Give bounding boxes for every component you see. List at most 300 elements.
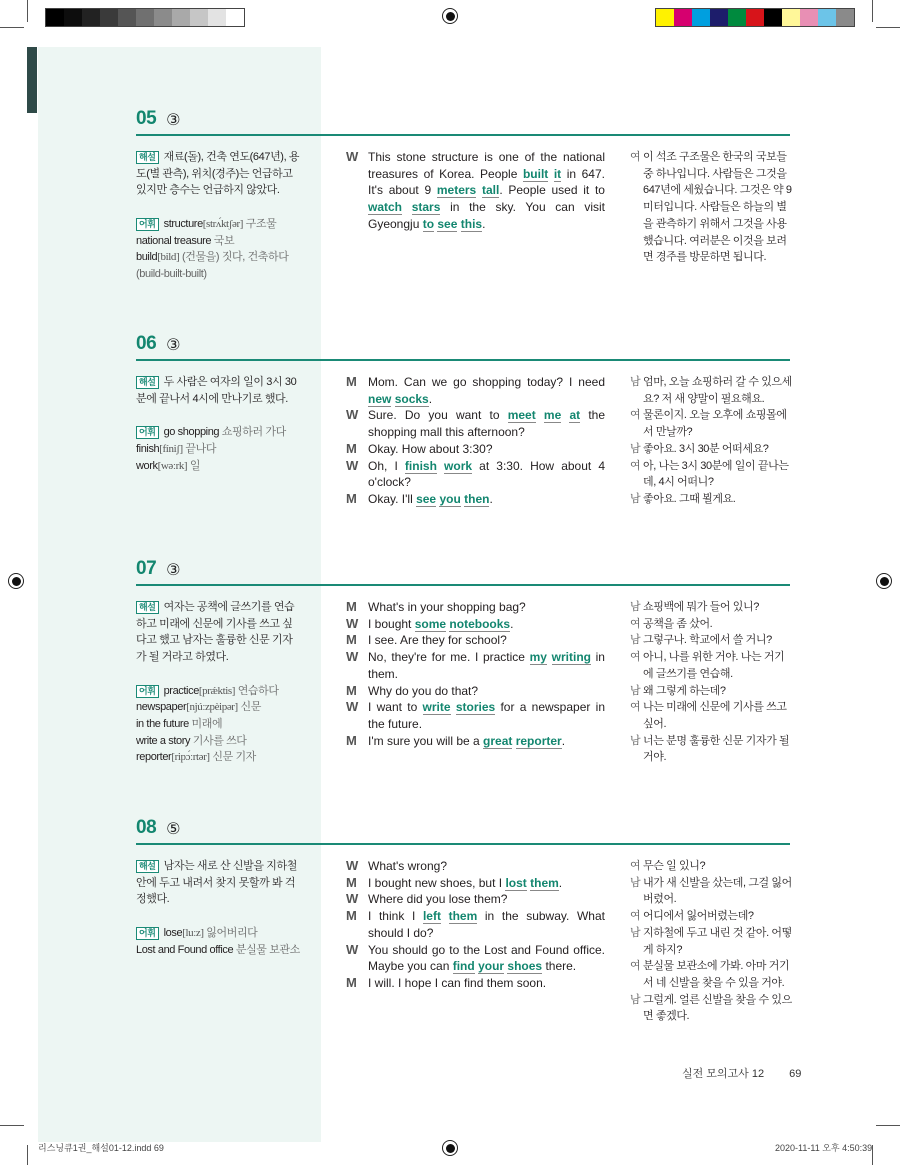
translation-column [630, 374, 792, 508]
keyword: finish [404, 458, 437, 473]
speaker-label: M [346, 908, 357, 924]
keyword: this [460, 216, 483, 231]
translation-text: 공책을 좀 샀어. [643, 617, 713, 630]
answer-mark: ⑤ [166, 821, 181, 838]
dialog-line [346, 683, 606, 700]
dialog-text [368, 491, 605, 508]
color-swatch [154, 9, 172, 26]
vocab-meaning: 구조물 [243, 217, 277, 230]
translation-line [630, 908, 792, 925]
vocab-phonetic: [bild] [157, 251, 180, 264]
translation-speaker: 남 [630, 442, 641, 455]
translation-text: 이 석조 구조물은 한국의 국보들 중 하나입니다. 사람들은 그것을 647년에 세웠습니다. 그것은 약 9미터입니다. 사람들은 하늘의 별을 관측하기 위해서 그것을 사용했습니다. 여러분은 이것을 보려면 경주를 방문하면 됩니다. [643, 151, 792, 264]
keyword: work [444, 458, 473, 473]
speaker-label: W [346, 891, 359, 907]
page-footer [682, 1065, 801, 1081]
crop-mark [27, 1145, 28, 1165]
speaker-label: M [346, 974, 357, 990]
translation-speaker: 여 [630, 617, 641, 630]
vocab-list [136, 925, 301, 958]
keyword: tall [481, 183, 500, 198]
color-swatch [692, 9, 710, 26]
crop-mark [872, 0, 873, 22]
text-segment: I will. I hope I can find them soon. [368, 975, 547, 990]
dialog-text [368, 458, 605, 491]
color-swatch [64, 9, 82, 26]
color-swatch [656, 9, 674, 26]
explanation-text: 두 사람은 여자의 일이 3시 30분에 끝나서 4시에 만나기로 했다. [136, 376, 297, 405]
translation-line [630, 149, 792, 266]
vocab-item [136, 249, 301, 266]
dialog-text [368, 374, 605, 407]
dialog-line [346, 441, 606, 458]
translation-speaker: 남 [630, 876, 641, 889]
text-segment: in them. [368, 650, 605, 681]
text-segment: . People used it to [499, 183, 605, 198]
question-section [136, 327, 792, 506]
vocab-meaning: 기사를 쓰다 [190, 734, 247, 747]
question-section [136, 811, 792, 1023]
color-swatch [836, 9, 854, 26]
vocab-word: practice [163, 684, 199, 697]
speaker-label: W [346, 858, 359, 873]
vocab-meaning: (build-built-built) [136, 267, 207, 280]
explanation-column [136, 149, 301, 283]
color-swatch [136, 9, 154, 26]
speaker-label: M [346, 682, 357, 698]
dialog-line [346, 875, 606, 892]
registration-mark-icon [876, 573, 892, 589]
text-segment: I'm sure you will be a [368, 733, 484, 748]
color-swatch [208, 9, 226, 26]
keyword: stars [411, 200, 441, 215]
keyword: find [452, 959, 475, 974]
explanation-column [136, 599, 301, 766]
translation-speaker: 여 [630, 409, 641, 422]
dialog-text [368, 908, 605, 941]
question-number: 08 [136, 817, 157, 838]
explanation-badge: 해설 [136, 601, 159, 614]
dialog-text [368, 975, 605, 992]
answer-mark: ③ [166, 337, 181, 354]
crop-mark [876, 1125, 900, 1126]
page-number: 69 [789, 1068, 802, 1080]
dialog-line [346, 374, 606, 407]
vocab-phonetic: [ripɔ́ːrtər] [171, 751, 210, 764]
color-swatch [46, 9, 64, 26]
vocab-meaning: 연습하다 [235, 684, 279, 697]
text-segment: . [510, 616, 514, 631]
translation-line [630, 699, 792, 732]
translation-text: 지하철에 두고 내린 것 같아. 어떻게 하지? [643, 926, 792, 956]
text-segment: there. [542, 959, 577, 974]
dialog-text [368, 632, 605, 649]
color-swatch [172, 9, 190, 26]
text-segment: I bought [368, 616, 415, 631]
dialog-text [368, 891, 605, 908]
vocab-meaning: 신문 기자 [209, 751, 256, 764]
text-segment: Why do you do that? [368, 683, 479, 698]
text-segment: in 647. It's about 9 [368, 166, 605, 198]
dialog-text [368, 616, 605, 633]
explanation [136, 858, 301, 908]
text-segment: for a newspaper in the future. [368, 700, 605, 731]
vocab-badge: 어휘 [136, 218, 159, 231]
speaker-label: W [346, 649, 359, 665]
dialog-text [368, 599, 605, 616]
color-swatch [674, 9, 692, 26]
keyword: lost [505, 875, 527, 890]
dialog-line [346, 649, 606, 682]
explanation-badge: 해설 [136, 376, 159, 389]
speaker-label: M [346, 632, 357, 648]
answer-mark: ③ [166, 112, 181, 129]
keyword: some [414, 616, 447, 631]
slug-file: 리스닝큐1권_해설01-12.indd 69 [38, 1143, 164, 1153]
dialog-text [368, 149, 605, 233]
translation-line [630, 875, 792, 908]
color-swatch [818, 9, 836, 26]
keyword: them [530, 875, 559, 890]
dialog-line [346, 616, 606, 633]
keyword: then [464, 491, 490, 506]
text-segment: Sure. Do you want to [368, 408, 508, 423]
vocab-list [136, 216, 301, 283]
translation-text: 엄마, 오늘 쇼핑하러 갈 수 있으세요? 저 새 양말이 필요해요. [643, 376, 792, 405]
color-swatch [764, 9, 782, 26]
text-segment: Mom. Can we go shopping today? I need [368, 375, 605, 389]
speaker-label: M [346, 440, 357, 456]
color-swatch [746, 9, 764, 26]
explanation [136, 599, 301, 666]
registration-mark-icon [8, 573, 24, 589]
speaker-label: W [346, 457, 359, 473]
translation-line [630, 458, 792, 491]
vocab-item [136, 716, 301, 733]
text-segment: Where did you lose them? [368, 892, 508, 907]
translation-text: 왜 그렇게 하는데? [643, 684, 726, 697]
speaker-label: M [346, 732, 357, 748]
text-segment [437, 459, 444, 473]
vocab-word: lose [163, 926, 183, 939]
keyword: you [439, 491, 461, 506]
translation-line [630, 632, 792, 649]
explanation-column [136, 374, 301, 474]
translation-speaker: 여 [630, 960, 641, 973]
text-segment: . [428, 391, 433, 406]
translation-text: 그렇구나. 학교에서 쓸 거니? [643, 634, 772, 647]
translation-line [630, 441, 792, 458]
explanation-text: 재료(돌), 건축 연도(647년), 용도(별 관측), 위치(경주)는 언급하고 있지만 층수는 언급하지 않았다. [136, 151, 300, 197]
keyword: write [422, 700, 451, 715]
translation-text: 그럴게. 얼른 신발을 찾을 수 있으면 좋겠다. [643, 993, 792, 1023]
translation-column [630, 599, 792, 766]
color-swatch [118, 9, 136, 26]
crop-mark [872, 1145, 873, 1165]
text-segment: What's in your shopping bag? [368, 600, 526, 614]
section-header [136, 102, 790, 136]
vocab-meaning: 끝나다 [182, 442, 217, 455]
keyword: new [368, 391, 392, 406]
vocab-badge: 어휘 [136, 927, 159, 940]
gray-color-bar [45, 8, 245, 27]
dialog-column [346, 858, 606, 992]
vocab-word: finish [136, 442, 160, 455]
dialog-text [368, 407, 605, 440]
text-segment: Okay. How about 3:30? [368, 441, 493, 456]
vocab-word: structure [163, 217, 203, 230]
vocab-item [136, 683, 301, 700]
translation-text: 아니, 나를 위한 거야. 나는 거기에 글쓰기를 연습해. [643, 651, 785, 680]
text-segment: I think I [368, 909, 423, 924]
vocab-meaning: 일 [187, 459, 201, 472]
explanation-column [136, 858, 301, 958]
dialog-line [346, 149, 606, 233]
translation-text: 물론이지. 오늘 오후에 쇼핑몰에서 만날까? [643, 409, 787, 439]
translation-column [630, 149, 792, 266]
dialog-line [346, 699, 606, 732]
vocab-item [136, 216, 301, 233]
translation-line [630, 733, 792, 766]
color-swatch [190, 9, 208, 26]
crop-mark [876, 27, 900, 28]
translation-line [630, 958, 792, 991]
text-segment: . [558, 875, 563, 890]
text-segment: This stone structure is one of the national treasures of Korea. People [368, 150, 605, 181]
vocab-phonetic: [luːz] [182, 926, 204, 939]
spacer [136, 908, 301, 925]
color-swatch [728, 9, 746, 26]
dialog-line [346, 599, 606, 616]
translation-line [630, 858, 792, 875]
speaker-label: W [346, 407, 359, 423]
dialog-line [346, 407, 606, 440]
translation-text: 무슨 일 있니? [643, 860, 706, 872]
text-segment [402, 200, 412, 214]
vocab-phonetic: [wəːrk] [157, 459, 188, 472]
translation-line [630, 374, 792, 407]
text-segment [548, 167, 554, 181]
vocab-word: build [136, 251, 158, 264]
edge-tab [27, 47, 37, 113]
translation-speaker: 남 [630, 734, 641, 747]
vocab-word: in the future [136, 717, 189, 730]
translation-speaker: 여 [630, 910, 641, 923]
dialog-text [368, 649, 605, 682]
text-segment: at 3:30. How about 4 o'clock? [368, 458, 606, 490]
vocab-item [136, 458, 301, 475]
vocab-item [136, 699, 301, 716]
vocab-item [136, 925, 301, 942]
translation-speaker: 남 [630, 376, 641, 388]
dialog-text [368, 733, 605, 750]
vocab-word: reporter [136, 751, 172, 764]
section-header [136, 552, 790, 586]
translation-speaker: 여 [630, 151, 641, 163]
answer-mark: ③ [166, 562, 181, 579]
vocab-item [136, 266, 301, 283]
translation-speaker: 여 [630, 459, 641, 472]
keyword: me [543, 408, 562, 423]
dialog-text [368, 942, 605, 975]
translation-text: 분실물 보관소에 가봐. 아마 거기서 네 신발을 찾을 수 있을 거야. [643, 960, 790, 989]
vocab-list [136, 424, 301, 474]
dialog-line [346, 975, 606, 992]
dialog-line [346, 891, 606, 908]
keyword: meet [507, 408, 536, 423]
text-segment: I see. Are they for school? [368, 633, 507, 648]
color-swatch [710, 9, 728, 26]
section-header [136, 327, 790, 361]
speaker-label: W [346, 699, 359, 715]
translation-speaker: 남 [630, 993, 641, 1006]
speaker-label: W [346, 941, 359, 957]
cmyk-color-bar [655, 8, 855, 27]
translation-line [630, 992, 792, 1025]
color-swatch [782, 9, 800, 26]
explanation-badge: 해설 [136, 860, 159, 873]
text-segment: in the sky. You can visit Gyeongju [368, 200, 605, 231]
registration-mark-icon [442, 8, 458, 24]
keyword: left [422, 909, 441, 924]
translation-text: 좋아요. 그때 뵐게요. [643, 492, 736, 505]
keyword: watch [368, 200, 403, 215]
question-section [136, 102, 792, 280]
dialog-column [346, 149, 606, 233]
keyword: shoes [507, 959, 543, 974]
translation-speaker: 남 [630, 492, 641, 505]
speaker-label: M [346, 374, 357, 389]
translation-speaker: 여 [630, 701, 641, 714]
vocab-word: write a story [136, 734, 191, 747]
keyword: to [422, 216, 435, 231]
keyword: stories [455, 700, 496, 715]
dialog-text [368, 683, 605, 700]
translation-text: 어디에서 잃어버렸는데? [643, 910, 754, 923]
keyword: meters [436, 183, 477, 198]
vocab-badge: 어휘 [136, 426, 159, 439]
translation-line [630, 407, 792, 440]
vocab-meaning: (건물을) 짓다, 건축하다 [179, 251, 289, 264]
translation-text: 너는 분명 훌륭한 신문 기자가 될 거야. [643, 734, 790, 764]
translation-text: 내가 새 신발을 샀는데, 그걸 잃어버렸어. [643, 876, 792, 906]
vocab-word: national treasure [136, 234, 212, 247]
question-section [136, 552, 790, 764]
keyword: your [478, 959, 505, 974]
translation-speaker: 여 [630, 860, 641, 872]
text-segment: What's wrong? [368, 859, 447, 873]
vocab-item [136, 749, 301, 766]
vocab-item [136, 441, 301, 458]
translation-speaker: 여 [630, 651, 641, 664]
vocab-phonetic: [fíniʃ] [159, 442, 183, 455]
vocab-item [136, 733, 301, 750]
color-swatch [800, 9, 818, 26]
keyword: at [569, 408, 581, 423]
vocab-phonetic: [strʌ́ktʃər] [202, 217, 243, 230]
keyword: see [416, 491, 437, 506]
speaker-label: M [346, 874, 357, 890]
text-segment: I bought new shoes, but I [368, 875, 506, 890]
section-header [136, 811, 790, 845]
spacer [136, 666, 301, 683]
text-segment [547, 650, 552, 664]
translation-line [630, 649, 792, 682]
question-number: 07 [136, 558, 157, 579]
translation-speaker: 남 [630, 601, 641, 613]
text-segment: No, they're for me. I practice [368, 650, 530, 665]
text-segment: in the subway. What should I do? [368, 909, 605, 940]
question-number: 05 [136, 108, 157, 129]
translation-text: 아, 나는 3시 30분에 일이 끝나는데, 4시 어떠니? [643, 459, 789, 489]
text-segment [536, 408, 544, 422]
dialog-line [346, 632, 606, 649]
vocab-item [136, 424, 301, 441]
crop-mark [0, 27, 24, 28]
text-segment: Okay. I'll [368, 491, 417, 506]
text-segment: You should go to the Lost and Found office. Maybe you can [368, 942, 605, 974]
dialog-text [368, 699, 605, 732]
dialog-line [346, 458, 606, 491]
text-segment: . [482, 216, 486, 231]
dialog-line [346, 908, 606, 941]
dialog-line [346, 858, 606, 875]
translation-text: 나는 미래에 신문에 기사를 쓰고 싶어. [643, 701, 787, 730]
color-swatch [100, 9, 118, 26]
vocab-phonetic: [prǽktis] [198, 684, 236, 697]
explanation [136, 149, 301, 199]
vocab-word: work [136, 459, 158, 472]
color-swatch [82, 9, 100, 26]
explanation-text: 남자는 새로 산 신발을 지하철 안에 두고 내려서 찾지 못할까 봐 걱정했다. [136, 860, 297, 906]
text-segment: the shopping mall this afternoon? [368, 408, 605, 440]
translation-column [630, 858, 792, 1025]
translation-speaker: 남 [630, 634, 641, 647]
vocab-badge: 어휘 [136, 685, 159, 698]
keyword: notebooks [449, 616, 511, 631]
keyword: reporter [515, 733, 562, 748]
vocab-meaning: 분실물 보관소 [233, 943, 300, 956]
book-title: 실전 모의고사 12 [682, 1068, 765, 1080]
crop-mark [0, 1125, 24, 1126]
vocab-item [136, 942, 301, 959]
text-segment: I want to [368, 700, 423, 715]
vocab-meaning: 잃어버리다 [203, 926, 258, 939]
spacer [136, 199, 301, 216]
vocab-word: go shopping [163, 426, 220, 439]
speaker-label: M [346, 490, 357, 506]
speaker-label: W [346, 615, 359, 631]
explanation-badge: 해설 [136, 151, 159, 164]
vocab-word: Lost and Found office [136, 943, 234, 956]
dialog-text [368, 875, 605, 892]
keyword: writing [551, 650, 591, 665]
dialog-text [368, 858, 605, 875]
keyword: socks [394, 391, 429, 406]
text-segment [441, 909, 449, 923]
speaker-label: M [346, 599, 357, 614]
explanation [136, 374, 301, 407]
dialog-column [346, 599, 606, 749]
color-swatch [226, 9, 244, 26]
dialog-text [368, 441, 605, 458]
vocab-meaning: 신문 [237, 701, 261, 714]
question-number: 06 [136, 333, 157, 354]
keyword: them [448, 909, 478, 924]
keyword: it [553, 166, 562, 181]
text-segment: . [489, 491, 493, 506]
translation-line [630, 491, 792, 508]
